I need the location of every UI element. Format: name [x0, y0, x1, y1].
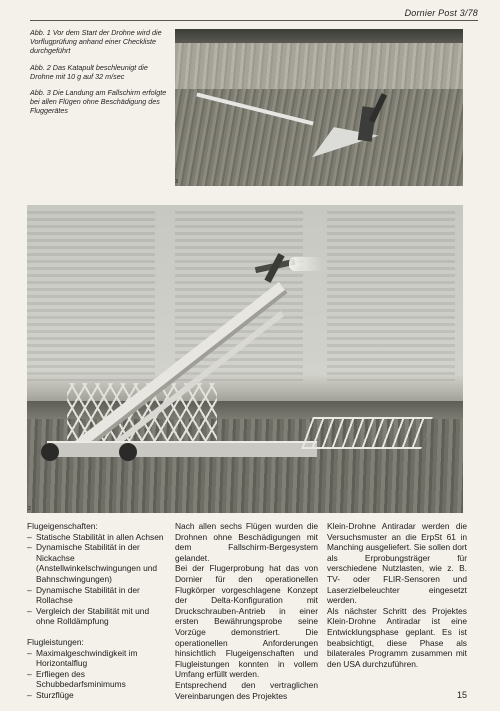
body-paragraph: Klein-Drohne Antiradar werden die Versuchsmuster an die ErpSt 61 in Manching ausgeliefert. Sie sollen dort als Erprobungsträger für verschiedene Nutzlasten, wie z. B. TV- oder FLIR-Sensoren und Laserzielbeleuchter eingesetzt werden. — [327, 521, 467, 606]
running-header: Dornier Post 3/78 — [404, 8, 478, 18]
list-item: – Statische Stabilität in allen Achsen — [27, 532, 167, 543]
list-item: – Erfliegen des Schubbedarfsminimums — [27, 669, 167, 690]
photo-number-top: 3 — [175, 179, 178, 185]
list-item: – Sturzflüge — [27, 690, 167, 701]
show-through-text — [327, 211, 455, 381]
heading-flugeigenschaften: Flugeigenschaften: — [27, 521, 98, 531]
show-through-text — [27, 211, 155, 381]
figure-captions — [30, 28, 168, 123]
text-column-1 — [27, 521, 167, 711]
list-item: – Maximalgeschwindigkeit im Horizontalflug — [27, 648, 167, 669]
list-flugeigenschaften — [27, 532, 167, 627]
body-paragraph: Bei der Flugerprobung hat das von Dornier für den operationellen Flugkörper vorgeschlagene Konzept der Delta-Konfiguration mit Druckschrauben-Antrieb in einer ersten Bewährungsprobe seine Vorzüge demonstriert. Die operationellen Anforderungen hinsichtlich Flugeigenschaften und Flugleistungen konnten in vollem Umfang erfüllt werden. — [175, 563, 318, 680]
photo-number-main: 2 — [28, 506, 31, 512]
body-paragraph: Nach allen sechs Flügen wurden die Drohnen ohne Beschädigungen mit dem Fallschirm-Bergesystem gelandet. — [175, 521, 318, 563]
page-number: 15 — [457, 690, 468, 700]
body-paragraph: Als nächster Schritt des Projektes Klein-Drohne Antiradar ist eine Entwicklungsphase geplant. Es ist beabsichtigt, diese Phase als bilaterales Programm zusammen mit den USA durchzuführen. — [327, 605, 467, 669]
caption-abb-3: Abb. 3 Die Landung am Fallschirm erfolgte bei allen Flügen ohne Beschädigung des Fluggerätes — [30, 88, 167, 116]
caption-abb-2: Abb. 2 Das Katapult beschleunigt die Drohne mit 10 g auf 32 m/sec — [30, 62, 148, 81]
body-paragraph: Entsprechend den vertraglichen Vereinbarungen des Projektes — [175, 679, 318, 701]
text-column-2 — [175, 521, 318, 701]
list-item: – Dynamische Stabilität in der Nickachse (Anstellwinkelschwingungen und Bahnschwingungen) — [27, 542, 167, 584]
photo-drone-landing — [175, 29, 463, 186]
header-rule — [30, 20, 478, 21]
heading-flugleistungen: Flugleistungen: — [27, 636, 84, 647]
list-item: – Dynamische Stabilität in der Rollachse — [27, 585, 167, 606]
photo-treeline — [175, 29, 463, 43]
launch-ramp-ladder — [301, 417, 433, 449]
caption-abb-1: Abb. 1 Vor dem Start der Drohne wird die Vorflugprüfung anhand einer Checkliste durchgeführt — [30, 28, 162, 56]
list-item: – Vergleich der Stabilität mit und ohne Rolldämpfung — [27, 606, 167, 627]
list-flugleistungen — [27, 648, 167, 701]
trailer-wheel — [41, 443, 59, 461]
propeller-motion-blur — [289, 257, 323, 271]
catapult-trailer — [47, 441, 317, 457]
photo-meadow-far — [175, 43, 463, 89]
text-column-3 — [327, 521, 467, 669]
trailer-wheel — [119, 443, 137, 461]
photo-catapult-launch — [27, 205, 463, 513]
